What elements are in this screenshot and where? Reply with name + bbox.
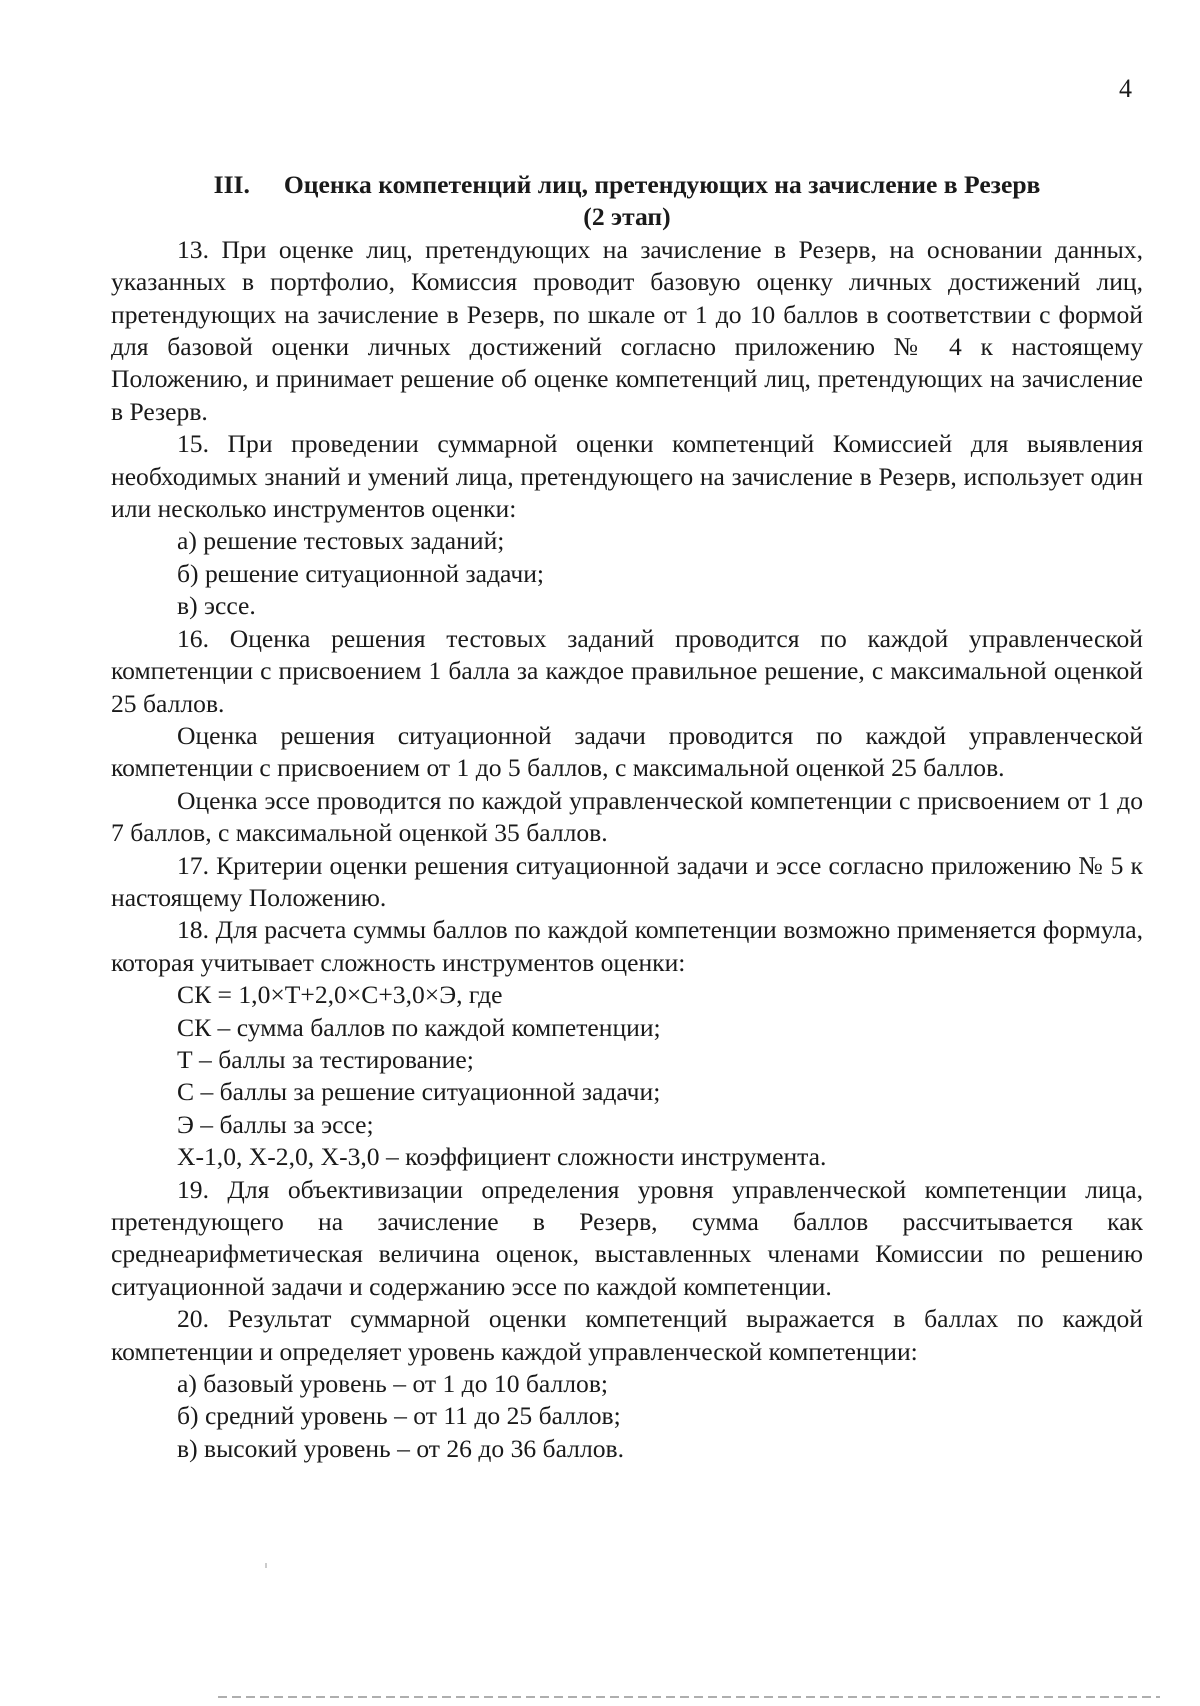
- paragraph-20: 20. Результат суммарной оценки компетенций выражается в баллах по каждой компетенции и определяет уровень каждой управленческой компетенции:: [111, 1304, 1143, 1366]
- paragraph-17: 17. Критерии оценки решения ситуационной задачи и эссе согласно приложению № 5 к настоящему Положению.: [111, 850, 1143, 912]
- formula-legend-item: СК – сумма баллов по каждой компетенции;: [177, 1012, 661, 1042]
- document-body: [111, 169, 1143, 1465]
- formula-legend-item: С – баллы за решение ситуационной задачи;: [177, 1077, 661, 1107]
- paragraph-16: 16. Оценка решения тестовых заданий проводится по каждой управленческой компетенции с присвоением 1 балла за каждое правильное решение, с максимальной оценкой 25 баллов.: [111, 623, 1143, 718]
- section-heading: [111, 169, 1143, 201]
- formula-legend-item: Э – баллы за эссе;: [177, 1109, 374, 1139]
- paragraph-15: 15. При проведении суммарной оценки компетенций Комиссией для выявления необходимых знаний и умений лица, претендующего на зачисление в Резерв, использует один или несколько инструментов оценки:: [111, 429, 1143, 524]
- paragraph-19: 19. Для объективизации определения уровня управленческой компетенции лица, претендующего на зачисление в Резерв, сумма баллов рассчитывается как среднеарифметическая величина оценок, выставленных членами Комиссии по решению ситуационной задачи и содержанию эссе по каждой компетенции.: [111, 1174, 1143, 1301]
- section-title: Оценка компетенций лиц, претендующих на зачисление в Резерв: [283, 170, 1041, 199]
- scan-artifact-bottom-line: [218, 1696, 1160, 1698]
- section-roman-numeral: III.: [213, 170, 250, 199]
- formula-legend-item: Х-1,0, Х-2,0, Х-3,0 – коэффициент сложности инструмента.: [177, 1142, 827, 1172]
- formula: СК = 1,0×Т+2,0×С+3,0×Э, где: [177, 980, 503, 1010]
- page-number: 4: [1119, 74, 1132, 103]
- paragraph-18: 18. Для расчета суммы баллов по каждой компетенции возможно применяется формула, которая учитывает сложность инструментов оценки:: [111, 915, 1143, 977]
- paragraph-16-essay: Оценка эссе проводится по каждой управленческой компетенции с присвоением от 1 до 7 баллов, с максимальной оценкой 35 баллов.: [111, 785, 1143, 848]
- list-item: а) решение тестовых заданий;: [177, 526, 505, 556]
- formula-legend-item: Т – баллы за тестирование;: [177, 1044, 474, 1074]
- list-item: б) средний уровень – от 11 до 25 баллов;: [177, 1401, 621, 1431]
- list-item: а) базовый уровень – от 1 до 10 баллов;: [177, 1369, 609, 1399]
- paragraph-16-situational: Оценка решения ситуационной задачи проводится по каждой управленческой компетенции с присвоением от 1 до 5 баллов, с максимальной оценкой 25 баллов.: [111, 720, 1143, 783]
- list-item: в) эссе.: [177, 591, 256, 621]
- list-item: б) решение ситуационной задачи;: [177, 558, 545, 588]
- scan-artifact-dot: [265, 1563, 267, 1568]
- paragraph-13: 13. При оценке лиц, претендующих на зачисление в Резерв, на основании данных, указанных в портфолио, Комиссия проводит базовую оценку личных достижений лиц, претендующих на зачисление в Резерв, по шкале от 1 до 10 баллов в соответствии с формой для базовой оценки личных достижений согласно приложению № 4 к настоящему Положению, и принимает решение об оценке компетенций лиц, претендующих на зачисление в Резерв.: [111, 234, 1143, 426]
- list-item: в) высокий уровень – от 26 до 36 баллов.: [177, 1433, 624, 1463]
- section-subtitle: (2 этап): [583, 202, 671, 232]
